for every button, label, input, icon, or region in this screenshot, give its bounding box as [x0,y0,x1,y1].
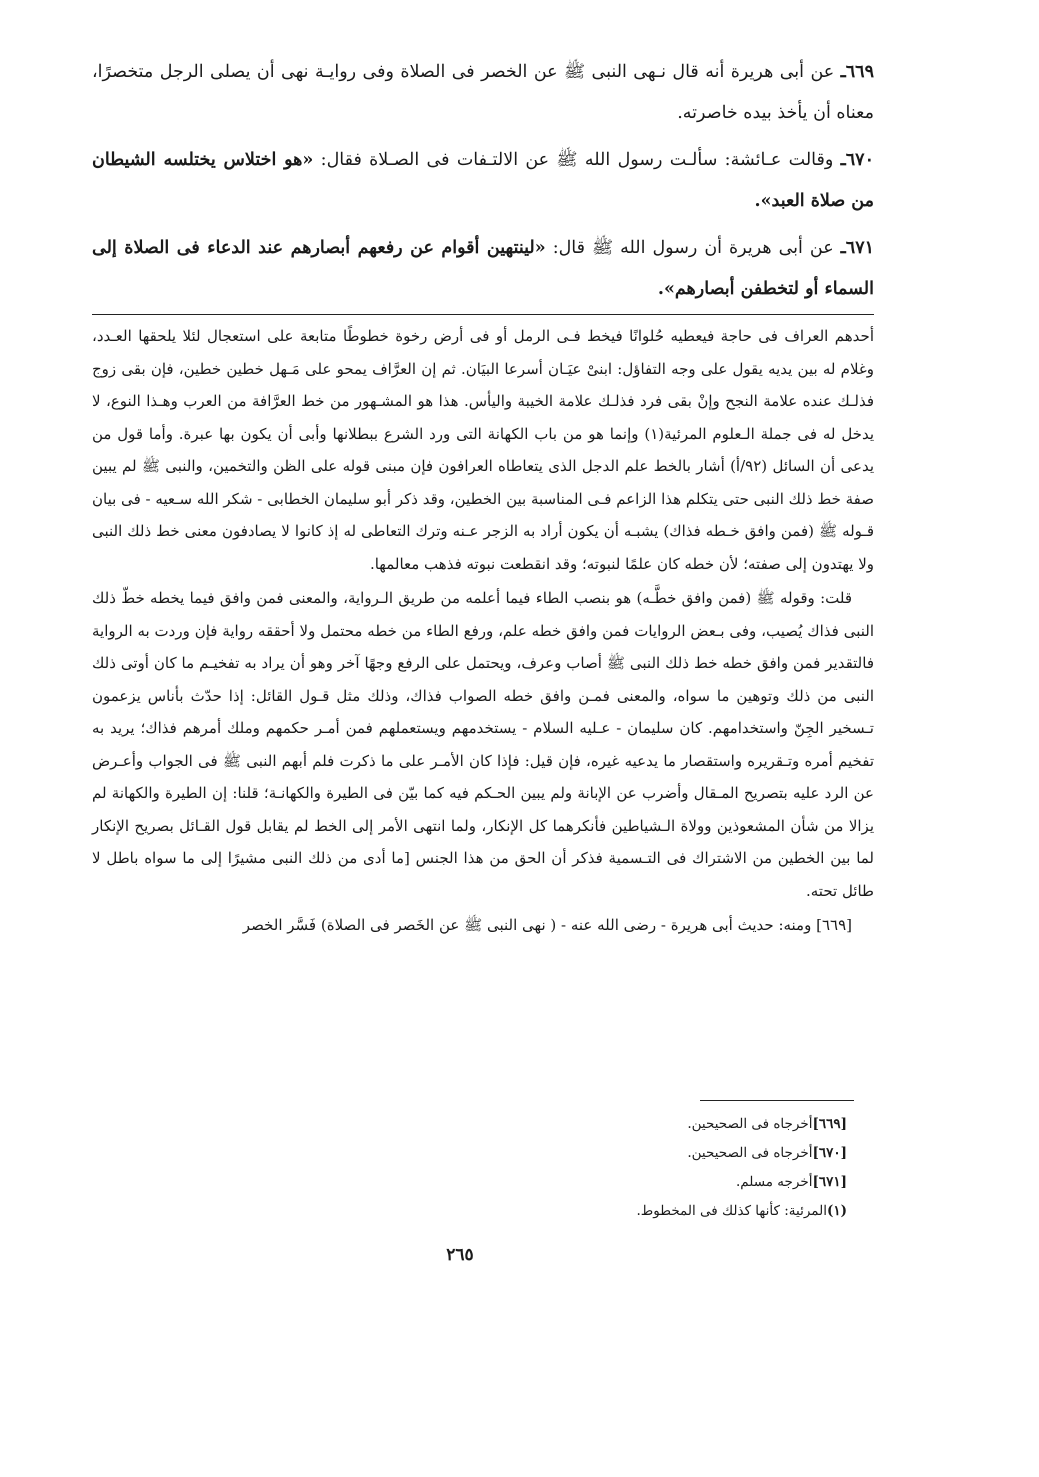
footnote-text: المرئية: كأنها كذلك فى المخطوط. [636,1203,827,1219]
hadith-text: عن أبى هريرة أن رسول الله ﷺ قال: [545,238,834,258]
footnote [347,1110,847,1139]
footnote [347,1168,847,1197]
commentary-paragraph: أحدهم العراف فى حاجة فيعطيه حُلوانًا فيخط فـى الرمل أو فى أرض رخوة خطوطًا متابعة على استعجال لئلا يلحقها العـدد، وغلام له بين يديه يقول على وجه التفاؤل: ابنىْ عيَـان أسرعا البيَان. ثم إن العرَّاف يمحو على مَـهل خطين خطين، فإن بقى زوج فذلـك عنده علامة النجح وإنْ بقى فرد فذلـك علامة الخيبة واليأس. هذا هو المشـهور من خط العرَّافة من العرب وهـذا النوع، لا يدخل له فى جملة الـعلوم المرئية(١) وإنما هو من باب الكهانة التى ورد الشرع ببطلانها وأبى أن يكون بها عبرة. وأما قول من يدعى أن السائل (٩٢/أ) أشار بالخط علم الدجل الذى يتعاطاه العرافون فإن مبنى قوله على الظن والتخمين، والنبى ﷺ لم يبين صفة خط ذلك النبى حتى يتكلم هذا الزاعم فـى المناسبة بين الخطين، وقد ذكر أبو سليمان الخطابى - شكر الله سـعيه - فى بيان قـوله ﷺ (فمن وافق خـطه فذاك) يشبـه أن يكون أراد به الزجر عـنه وترك التعاطى له إذ كانوا لا يصادفون معنى خط ذلك النبى ولا يهتدون إلى صفته؛ لأن خطه كان علمًا لنبوته؛ وقد انقطعت نبوته فذهب معالمها. [92,327,875,573]
hadith-quote: «هو اختلاس يختلسه الشيطان من صلاة العبد». [92,150,874,211]
footnote-text: أخرجاه فى الصحيحين. [687,1116,813,1132]
footnote-ref: [٦٦٩] [812,1116,847,1132]
footnote-ref: [٦٧١] [812,1174,847,1190]
footnotes [347,1110,847,1226]
footnote-text: أخرجاه فى الصحيحين. [687,1145,813,1161]
hadith-text: وقالت عـائشة: سألـت رسول الله ﷺ عن الالتـفات فى الصـلاة فقال: [313,150,834,170]
hadith-text: عن أبى هريرة أنه قال نـهى النبى ﷺ عن الخصر فى الصلاة وفى روايـة نهى أن يصلى الرجل متخصرًا، معناه أن يأخذ بيده خاصرته. [92,62,874,123]
footnote [347,1197,847,1226]
hadith-670 [92,140,874,222]
hadith-number: ٦٧٠ـ [840,150,874,170]
commentary-section [92,320,874,944]
commentary-paragraph: [٦٦٩] ومنه: حديث أبى هريرة - رضى الله عنه - ( نهى النبى ﷺ عن الخَصر فى الصلاة) فَسَّر الخصر [242,916,852,934]
hadith-section [92,52,874,316]
section-divider [92,314,874,315]
footnote-ref: [٦٧٠] [812,1145,847,1161]
footnote-divider [700,1100,854,1101]
hadith-quote: «لينتهين أقوام عن رفعهم أبصارهم عند الدعاء فى الصلاة إلى السماء أو لتخطفن أبصارهم». [92,238,874,299]
hadith-number: ٦٧١ـ [840,238,874,258]
footnote-text: أخرجه مسلم. [736,1174,813,1190]
footnote [347,1139,847,1168]
commentary-paragraph: قلت: وقوله ﷺ (فمن وافق خطَّـه) هو بنصب الطاء فيما أعلمه من طريق الـرواية، والمعنى فمن وافق فيما يخطه خطّ ذلك النبى فذاك يُصيب، وفى بـعض الروايات فمن وافق خطه علم، ورفع الطاء من خطه محتمل ولا أحققه رواية فإن وردت به الرواية فالتقدير فمن وافق خطه خط ذلك النبى ﷺ أصاب وعرف، ويحتمل على الرفع وجهًا آخر وهو أن يراد به تفخيـم ما كان أوتى ذلك النبى من ذلك وتوهين ما سواه، والمعنى فمـن وافق خطه الصواب فذاك، وذلك مثل قـول القائل: إذا حدّث بأناس يزعمون تـسخير الجِنّ واستخدامهم. كان سليمان - عـليه السلام - يستخدمهم ويستعملهم فمن أمـر حكمهم وملك أمرهم فذاك؛ يريد به تفخيم أمره وتـقريره واستقصار ما يدعيه غيره، فإن قيل: فإذا كان الأمـر على ما ذكرت فلم أبهم النبى ﷺ فى الجواب وأعـرض عن الرد عليه بتصريح المـقال وأضرب عن الإبانة ولم يبين الحـكم فيه كما بيّن فى الطيرة والكهانـة؛ قلنا: إن الطيرة والكهانة لم يزالا من شأن المشعوذين وولاة الـشياطين فأنكرهما كل الإنكار، ولما انتهى الأمر إلى الخط لم يقابل قول القـائل بصريح الإنكار لما بين الخطين من الاشتراك فى التـسمية فذكر أن الحق من هذا الجنس [ما أدى من ذلك النبى مشيرًا إلى ما سواه باطل لا طائل تحته. [92,589,875,900]
footnote-ref: (١) [826,1203,847,1219]
hadith-671 [92,228,874,310]
page-number: ٢٦٥ [446,1245,474,1265]
hadith-number: ٦٦٩ـ [840,62,874,82]
hadith-669 [92,52,874,134]
